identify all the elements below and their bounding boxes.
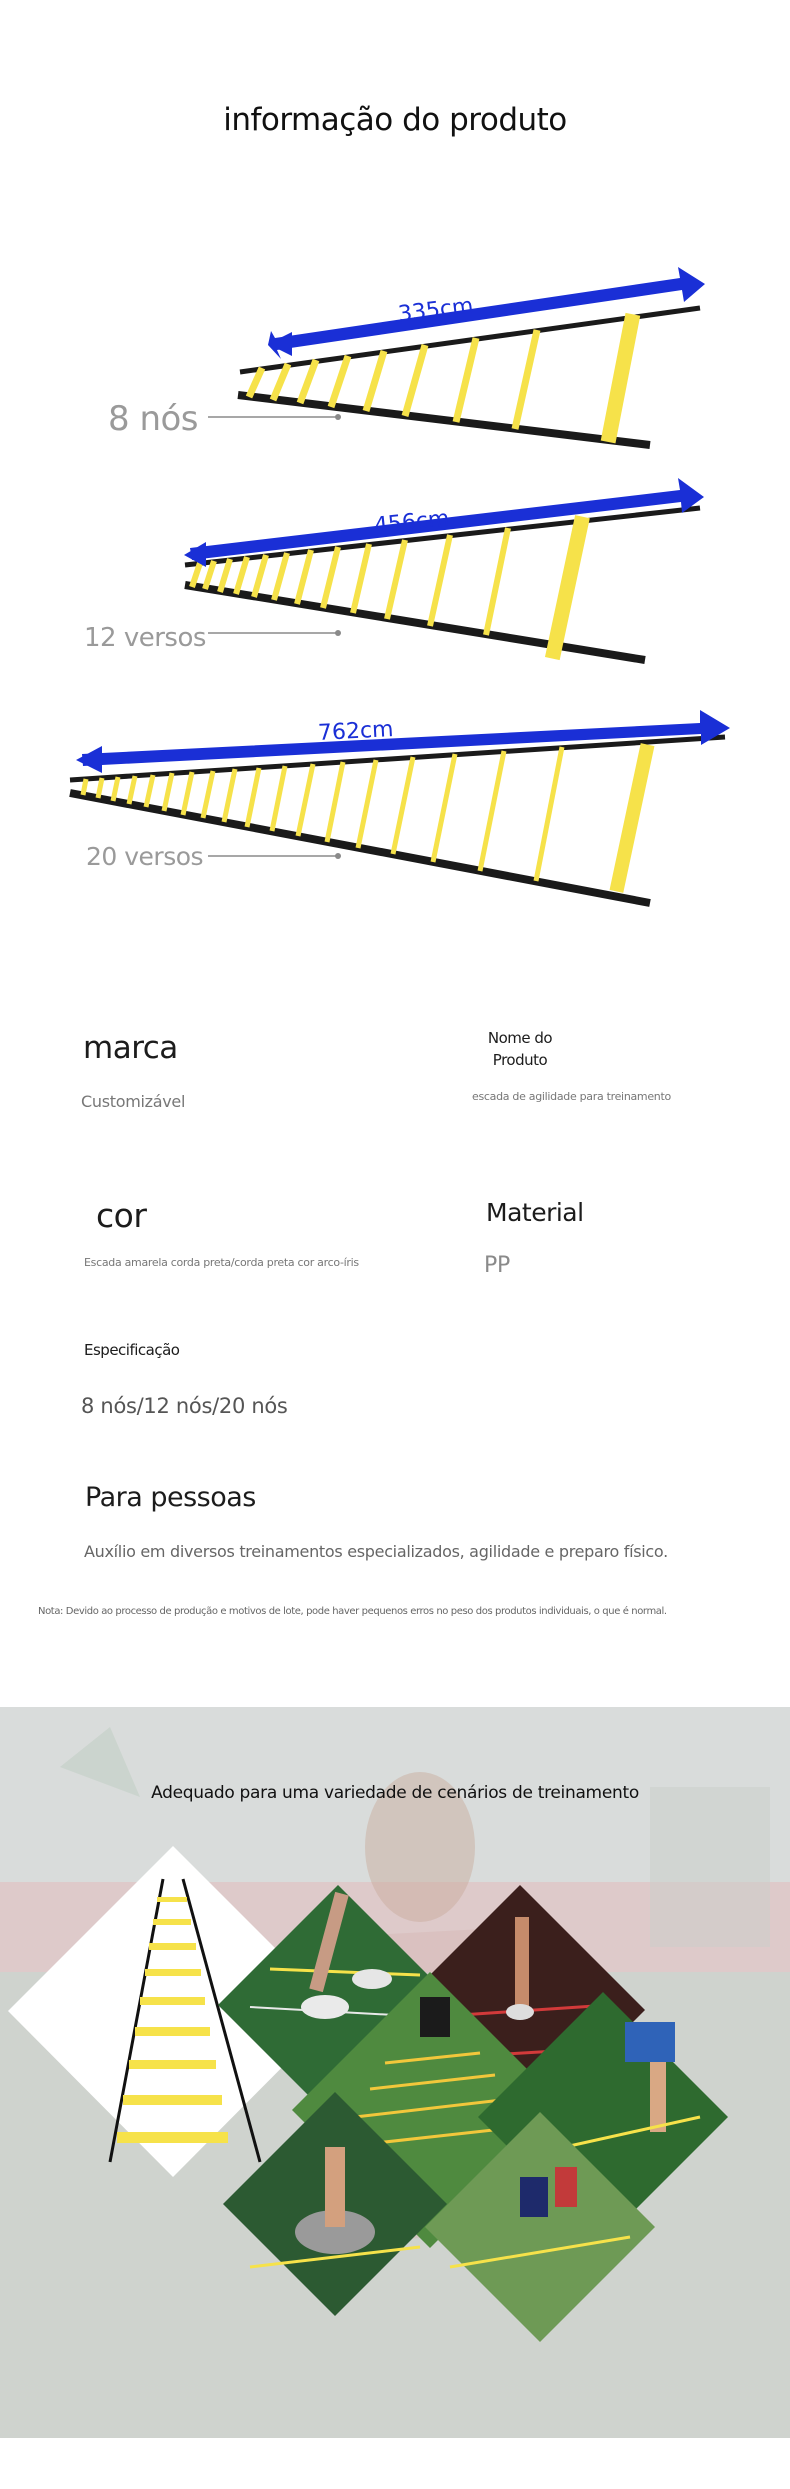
ladder-8-knots <box>208 267 705 445</box>
page-title: informação do produto <box>223 102 567 138</box>
product-name-label <box>470 1027 570 1071</box>
audience-value: Auxílio em diversos treinamentos especializados, agilidade e preparo físico. <box>84 1542 668 1561</box>
product-name-label-line2: Produto <box>492 1051 548 1069</box>
ladder-length-label: 335cm <box>396 293 475 328</box>
brand-value: Customizável <box>81 1092 186 1111</box>
material-value: PP <box>484 1253 510 1278</box>
length-arrow <box>268 267 705 359</box>
ladder-label: 20 versos <box>86 842 204 871</box>
audience-label: Para pessoas <box>85 1482 256 1513</box>
product-name-value: escada de agilidade para treinamento <box>472 1090 671 1103</box>
ladder-length-label: 762cm <box>317 717 395 746</box>
ladder-label: 12 versos <box>84 623 206 653</box>
scenarios-title: Adequado para uma variedade de cenários de treinamento <box>151 1783 639 1803</box>
color-label: cor <box>96 1196 147 1235</box>
material-label: Material <box>486 1198 584 1227</box>
brand-label: marca <box>83 1030 178 1066</box>
ladder-label: 8 nós <box>108 399 199 439</box>
ladder-20-versos <box>70 710 730 903</box>
color-value: Escada amarela corda preta/corda preta cor arco-íris <box>84 1256 359 1269</box>
ladder-length-label: 456cm <box>372 506 451 539</box>
ladder-12-versos <box>184 478 704 660</box>
specification-value: 8 nós/12 nós/20 nós <box>81 1394 288 1418</box>
training-scenarios-section <box>0 1707 790 2438</box>
scenario-background <box>0 1707 790 2438</box>
production-note: Nota: Devido ao processo de produção e motivos de lote, pode haver pequenos erros no peso dos produtos individuais, o que é normal. <box>38 1606 667 1617</box>
specification-label: Especificação <box>84 1341 180 1359</box>
product-name-label-line1: Nome do <box>487 1029 553 1047</box>
